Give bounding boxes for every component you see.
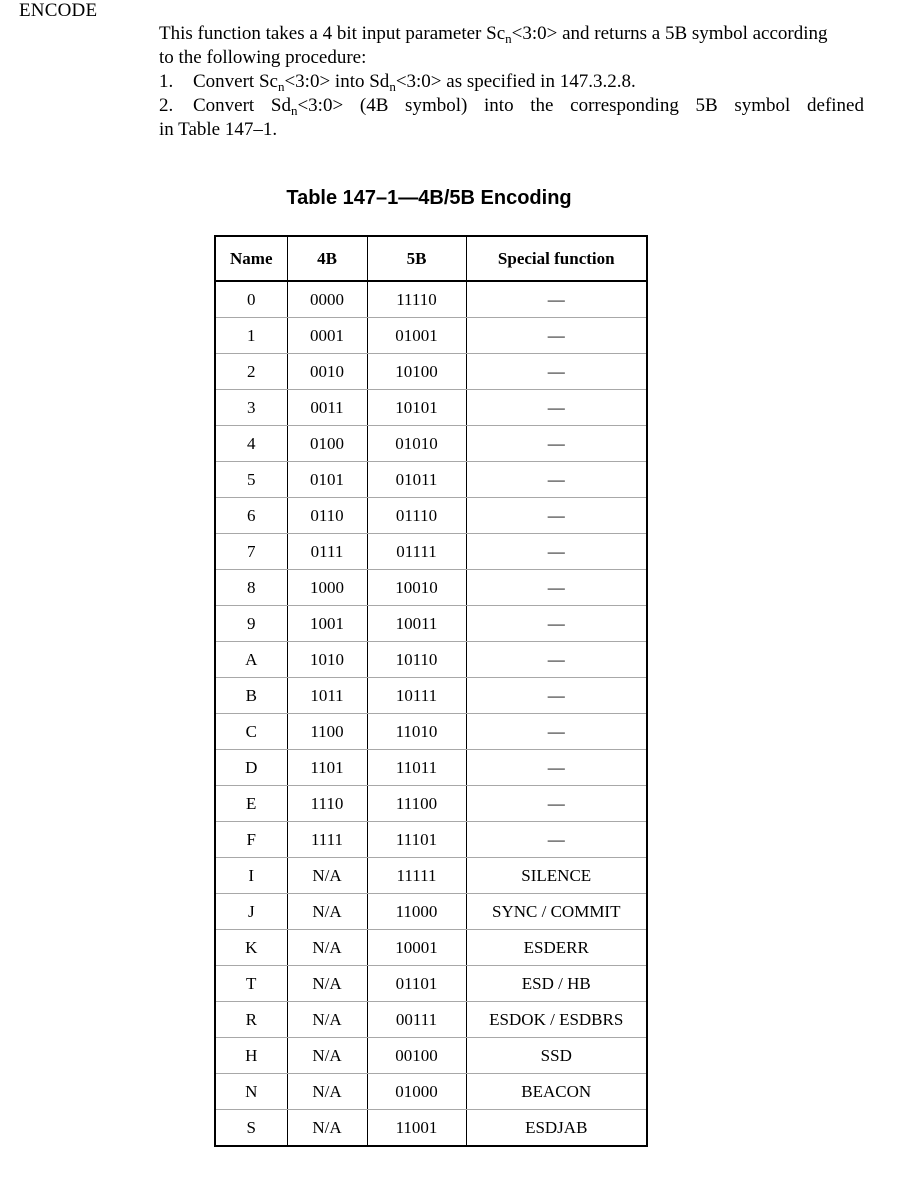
cell-4b: 0011 xyxy=(287,390,367,426)
cell-4b: N/A xyxy=(287,1074,367,1110)
table-row xyxy=(215,858,647,894)
cell-name: C xyxy=(215,714,287,750)
cell-name: 5 xyxy=(215,462,287,498)
cell-5b: 00111 xyxy=(367,1002,466,1038)
encoding-table xyxy=(214,235,648,1147)
cell-4b: 0110 xyxy=(287,498,367,534)
description-line-2: to the following procedure: xyxy=(159,47,367,68)
cell-4b: 1101 xyxy=(287,750,367,786)
cell-5b: 10100 xyxy=(367,354,466,390)
cell-5b: 10110 xyxy=(367,642,466,678)
cell-5b: 11010 xyxy=(367,714,466,750)
cell-5b: 11000 xyxy=(367,894,466,930)
table-row xyxy=(215,930,647,966)
description-line-1: This function takes a 4 bit input parameter $Sc_n<3:0>$ and returns a 5B symbol according xyxy=(159,23,828,46)
cell-5b: 01101 xyxy=(367,966,466,1002)
table-row xyxy=(215,1110,647,1147)
cell-5b: 01000 xyxy=(367,1074,466,1110)
cell-4b: N/A xyxy=(287,858,367,894)
cell-special-function: SILENCE xyxy=(466,858,647,894)
cell-special-function: — xyxy=(466,714,647,750)
cell-name: J xyxy=(215,894,287,930)
cell-special-function: — xyxy=(466,786,647,822)
cell-5b: 11111 xyxy=(367,858,466,894)
table-row xyxy=(215,606,647,642)
cell-5b: 10101 xyxy=(367,390,466,426)
cell-name: N xyxy=(215,1074,287,1110)
cell-special-function: — xyxy=(466,642,647,678)
cell-4b: 1100 xyxy=(287,714,367,750)
table-row xyxy=(215,354,647,390)
description xyxy=(159,22,864,142)
header-5b: 5B xyxy=(367,236,466,281)
cell-name: K xyxy=(215,930,287,966)
cell-special-function: SSD xyxy=(466,1038,647,1074)
cell-special-function: ESDOK / ESDBRS xyxy=(466,1002,647,1038)
cell-4b: 0001 xyxy=(287,318,367,354)
cell-4b: 1000 xyxy=(287,570,367,606)
cell-5b: 11001 xyxy=(367,1110,466,1147)
cell-special-function: — xyxy=(466,570,647,606)
cell-5b: 10010 xyxy=(367,570,466,606)
table-row xyxy=(215,714,647,750)
cell-name: I xyxy=(215,858,287,894)
cell-4b: 0101 xyxy=(287,462,367,498)
header-4b: 4B xyxy=(287,236,367,281)
table-row xyxy=(215,1074,647,1110)
cell-special-function: ESDJAB xyxy=(466,1110,647,1147)
cell-name: S xyxy=(215,1110,287,1147)
cell-4b: 0100 xyxy=(287,426,367,462)
table-row xyxy=(215,1002,647,1038)
cell-special-function: — xyxy=(466,606,647,642)
cell-name: 6 xyxy=(215,498,287,534)
cell-5b: 11110 xyxy=(367,281,466,318)
cell-name: 4 xyxy=(215,426,287,462)
table-row xyxy=(215,498,647,534)
table-row xyxy=(215,894,647,930)
cell-name: F xyxy=(215,822,287,858)
cell-name: 0 xyxy=(215,281,287,318)
table-row xyxy=(215,534,647,570)
cell-4b: 0000 xyxy=(287,281,367,318)
cell-name: 3 xyxy=(215,390,287,426)
cell-special-function: ESDERR xyxy=(466,930,647,966)
table-row xyxy=(215,786,647,822)
cell-4b: N/A xyxy=(287,1038,367,1074)
cell-4b: N/A xyxy=(287,966,367,1002)
table-row xyxy=(215,462,647,498)
cell-special-function: — xyxy=(466,822,647,858)
section-heading: ENCODE xyxy=(19,0,98,21)
cell-special-function: — xyxy=(466,390,647,426)
procedure-step-2: 2. Convert $Sd_n<3:0> (4B$ symbol) into the corresponding 5B symbol defined xyxy=(159,95,864,118)
procedure-step-1: 1. Convert $Sc_n<3:0>$ into $Sd_n<3:0>$ as specified in 147.3.2.8. xyxy=(159,71,636,94)
cell-special-function: ESD / HB xyxy=(466,966,647,1002)
cell-special-function: — xyxy=(466,281,647,318)
cell-5b: 10001 xyxy=(367,930,466,966)
table-row xyxy=(215,642,647,678)
cell-4b: N/A xyxy=(287,894,367,930)
cell-5b: 11011 xyxy=(367,750,466,786)
cell-5b: 00100 xyxy=(367,1038,466,1074)
table-body xyxy=(215,281,647,1146)
table-row xyxy=(215,678,647,714)
cell-4b: 0111 xyxy=(287,534,367,570)
cell-4b: 1111 xyxy=(287,822,367,858)
cell-name: 1 xyxy=(215,318,287,354)
cell-5b: 01001 xyxy=(367,318,466,354)
cell-5b: 01011 xyxy=(367,462,466,498)
cell-4b: N/A xyxy=(287,1110,367,1147)
cell-5b: 10111 xyxy=(367,678,466,714)
cell-special-function: — xyxy=(466,354,647,390)
cell-5b: 11100 xyxy=(367,786,466,822)
cell-special-function: — xyxy=(466,462,647,498)
cell-name: 2 xyxy=(215,354,287,390)
table-row xyxy=(215,1038,647,1074)
cell-4b: 1010 xyxy=(287,642,367,678)
cell-name: H xyxy=(215,1038,287,1074)
cell-5b: 10011 xyxy=(367,606,466,642)
cell-name: 9 xyxy=(215,606,287,642)
cell-special-function: — xyxy=(466,678,647,714)
table-row xyxy=(215,750,647,786)
cell-4b: 0010 xyxy=(287,354,367,390)
cell-4b: N/A xyxy=(287,930,367,966)
cell-name: D xyxy=(215,750,287,786)
cell-special-function: — xyxy=(466,534,647,570)
cell-special-function: — xyxy=(466,426,647,462)
cell-4b: 1011 xyxy=(287,678,367,714)
cell-name: 8 xyxy=(215,570,287,606)
cell-special-function: — xyxy=(466,750,647,786)
cell-name: T xyxy=(215,966,287,1002)
cell-5b: 01010 xyxy=(367,426,466,462)
cell-4b: 1110 xyxy=(287,786,367,822)
table-row xyxy=(215,318,647,354)
cell-special-function: — xyxy=(466,318,647,354)
cell-name: B xyxy=(215,678,287,714)
cell-name: E xyxy=(215,786,287,822)
table-row xyxy=(215,281,647,318)
cell-special-function: BEACON xyxy=(466,1074,647,1110)
cell-5b: 01111 xyxy=(367,534,466,570)
table-row xyxy=(215,966,647,1002)
table-header-row xyxy=(215,236,647,281)
table-row xyxy=(215,390,647,426)
cell-special-function: — xyxy=(466,498,647,534)
table-row xyxy=(215,426,647,462)
cell-5b: 11101 xyxy=(367,822,466,858)
table-row xyxy=(215,570,647,606)
procedure-step-2-continuation: in Table 147–1. xyxy=(159,119,278,140)
cell-name: R xyxy=(215,1002,287,1038)
table-caption: Table 147–1—4B/5B Encoding xyxy=(286,187,572,209)
header-name: Name xyxy=(215,236,287,281)
cell-name: 7 xyxy=(215,534,287,570)
cell-special-function: SYNC / COMMIT xyxy=(466,894,647,930)
cell-4b: N/A xyxy=(287,1002,367,1038)
cell-4b: 1001 xyxy=(287,606,367,642)
cell-5b: 01110 xyxy=(367,498,466,534)
header-special-function: Special function xyxy=(466,236,647,281)
cell-name: A xyxy=(215,642,287,678)
table-row xyxy=(215,822,647,858)
